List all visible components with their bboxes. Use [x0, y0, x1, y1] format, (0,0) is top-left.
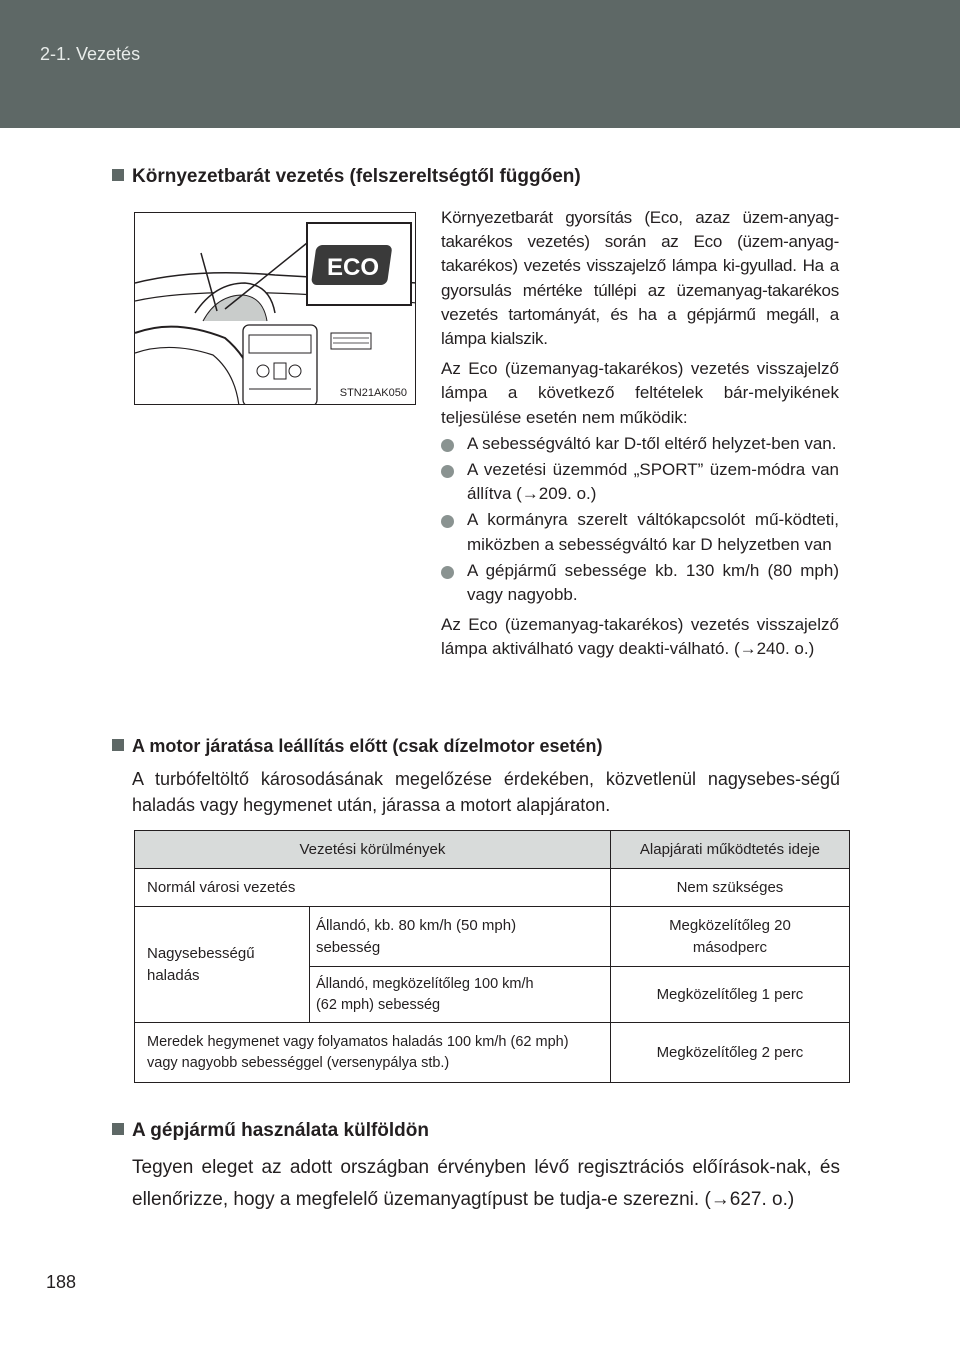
table-cell-time: Nem szükséges — [610, 869, 849, 907]
table-cell-group: Nagysebességű haladás — [135, 907, 310, 1023]
table-cell-condition: Normál városi vezetés — [135, 869, 611, 907]
table-header-row — [135, 831, 850, 869]
eco-heading — [112, 166, 581, 188]
abroad-text: Tegyen eleget az adott országban érvényben lévő regisztrációs előírások-nak, és ellenőrizze, hogy a megfelelő üzemanyagtípust be tudja-e szerezni. (→627. o.) — [132, 1157, 840, 1210]
eco-badge-label: ECO — [326, 254, 380, 281]
abroad-heading — [112, 1120, 429, 1142]
figure-code: STN21AK050 — [339, 387, 407, 399]
condition-item: A vezetési üzemmód „SPORT” üzem-módra van állítva (→209. o.) — [441, 458, 839, 506]
table-header-conditions: Vezetési körülmények — [135, 831, 611, 869]
engine-heading-text: A motor járatása leállítás előtt (csak dízelmotor esetén) — [132, 736, 603, 756]
eco-intro-2: Az Eco (üzemanyag-takarékos) vezetés visszajelző lámpa a következő feltételek bár-melyikének teljesülése esetén nem működik: — [441, 359, 839, 427]
square-bullet-icon — [112, 169, 124, 181]
circle-bullet-icon — [441, 566, 454, 579]
dashboard-illustration — [134, 212, 416, 405]
table-row — [135, 1023, 850, 1083]
engine-text: A turbófeltöltő károsodásának megelőzése érdekében, közvetlenül nagysebes-ségű haladás vagy hegymenet után, járassa a motort alapjáraton. — [132, 769, 840, 815]
table-row — [135, 907, 850, 967]
header-band — [0, 0, 960, 128]
eco-description — [441, 206, 839, 664]
engine-heading — [112, 736, 603, 757]
condition-item: A kormányra szerelt váltókapcsolót mű-ködteti, miközben a sebességváltó kar D helyzetben van — [441, 508, 839, 556]
table-cell-time: Megközelítőleg 20 másodperc — [610, 907, 849, 967]
table-cell-condition: Állandó, megközelítőleg 100 km/h (62 mph) sebesség — [309, 967, 610, 1023]
table-cell-time: Megközelítőleg 2 perc — [610, 1023, 849, 1083]
table-cell-time: Megközelítőleg 1 perc — [610, 967, 849, 1023]
table-row — [135, 869, 850, 907]
page-number: 188 — [46, 1272, 77, 1292]
dashboard-drawing — [135, 213, 416, 405]
table-header-idle-time: Alapjárati működtetés ideje — [610, 831, 849, 869]
circle-bullet-icon — [441, 465, 454, 478]
table-cell-condition: Meredek hegymenet vagy folyamatos haladás 100 km/h (62 mph) vagy nagyobb sebességgel (versenypálya stb.) — [135, 1023, 611, 1083]
condition-item: A sebességváltó kar D-től eltérő helyzet-ben van. — [441, 432, 839, 456]
eco-outro: Az Eco (üzemanyag-takarékos) vezetés visszajelző lámpa aktiválható vagy deakti-válható. (→240. o.) — [441, 615, 839, 659]
eco-intro-1: Környezetbarát gyorsítás (Eco, azaz üzem-anyag-takarékos vezetés) során az Eco (üzem-anyag-takarékos) vezetés visszajelző lámpa ki-gyullad. Ha a gyorsulás mértéke túllépi az üzemanyag-takarékos vezetés tartományát, és ha a gépjármű megáll, a lámpa kialszik. — [441, 208, 839, 349]
eco-heading-text: Környezetbarát vezetés (felszereltségtől függően) — [132, 166, 581, 187]
square-bullet-icon — [112, 1123, 124, 1135]
square-bullet-icon — [112, 739, 124, 751]
section-title: 2-1. Vezetés — [40, 44, 141, 64]
circle-bullet-icon — [441, 439, 454, 452]
table-cell-condition: Állandó, kb. 80 km/h (50 mph) sebesség — [309, 907, 610, 967]
idle-time-table — [134, 830, 850, 1083]
abroad-heading-text: A gépjármű használata külföldön — [132, 1120, 430, 1141]
condition-item: A gépjármű sebessége kb. 130 km/h (80 mph) vagy nagyobb. — [441, 559, 839, 607]
circle-bullet-icon — [441, 515, 454, 528]
